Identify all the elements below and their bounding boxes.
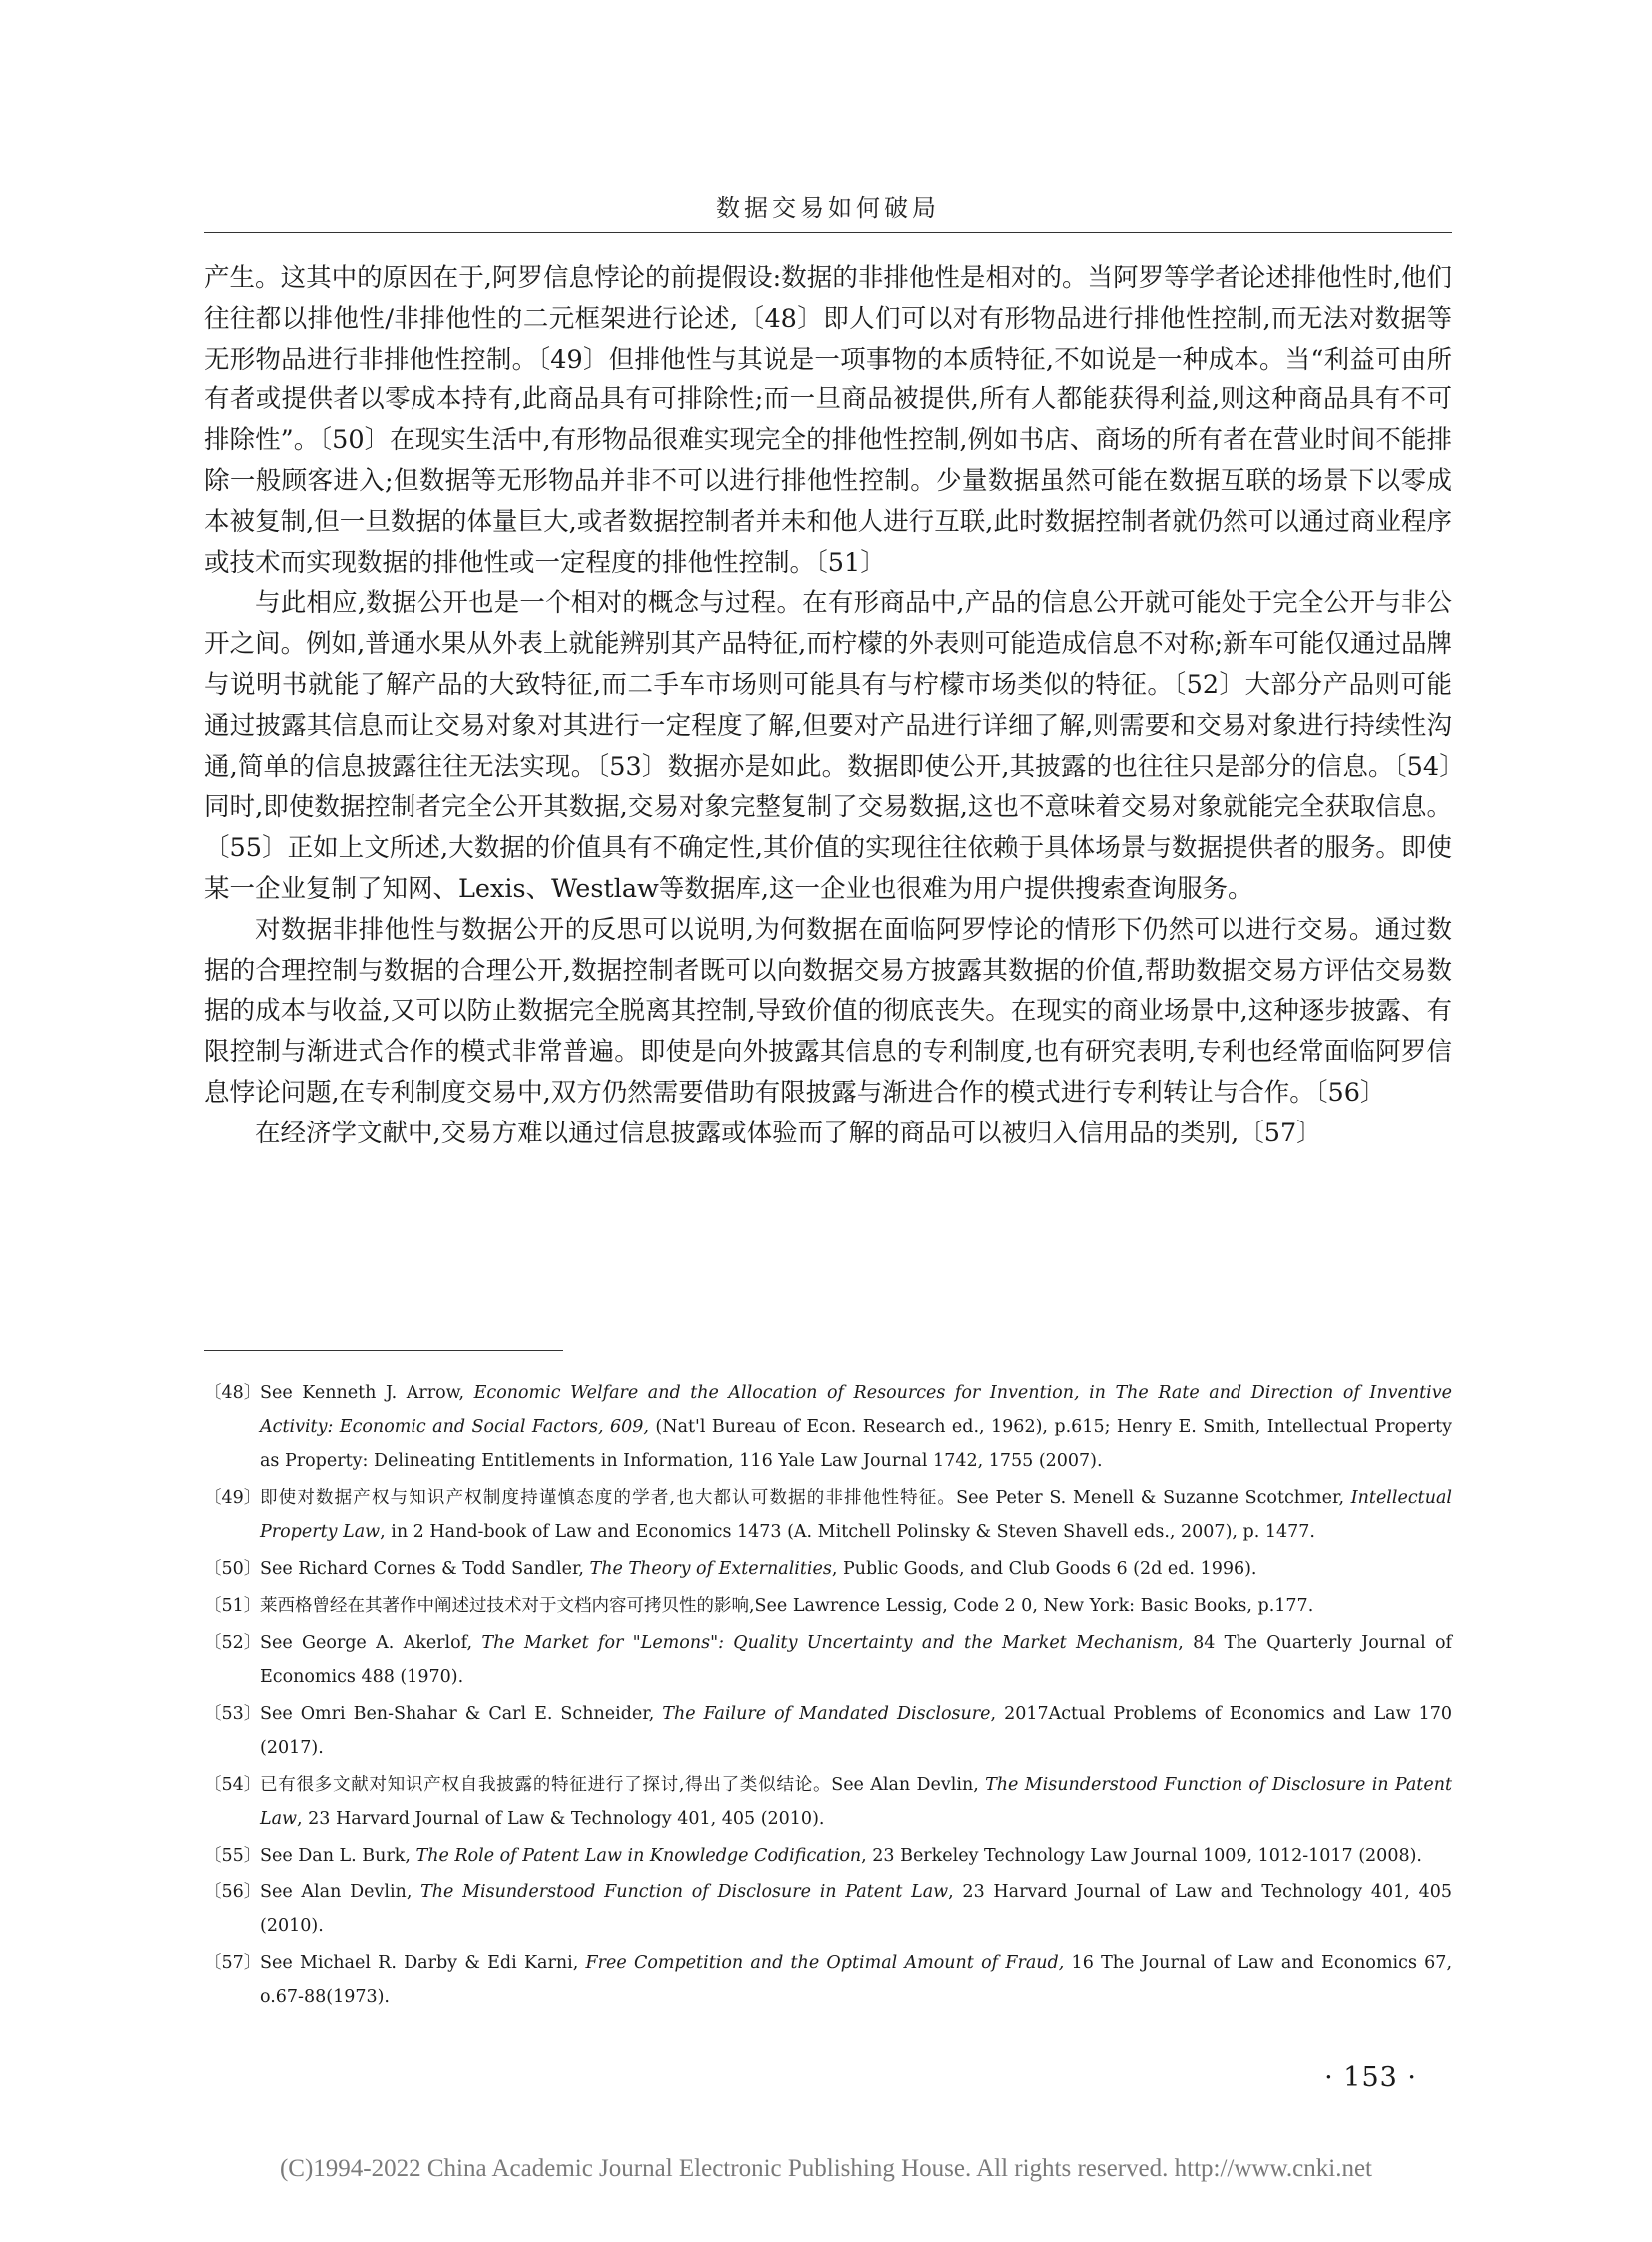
footnote-segment: , 84 The Quarterly Journal of Economics 488 (1970). bbox=[260, 1633, 1452, 1687]
footnote bbox=[204, 1589, 1452, 1623]
footnote-segment: , Public Goods, and Club Goods 6 (2d ed. 1996). bbox=[831, 1559, 1257, 1579]
footnote-text bbox=[260, 1697, 1452, 1765]
footnote-title: The Failure of Mandated Disclosure bbox=[662, 1704, 991, 1724]
footnote bbox=[204, 1875, 1452, 1943]
paragraph: 对数据非排他性与数据公开的反思可以说明,为何数据在面临阿罗悖论的情形下仍然可以进行交易。通过数据的合理控制与数据的合理公开,数据控制者既可以向数据交易方披露其数据的价值,帮助数据交易方评估交易数据的成本与收益,又可以防止数据完全脱离其控制,导致价值的彻底丧失。在现实的商业场景中,这种逐步披露、有限控制与渐进式合作的模式非常普遍。即使是向外披露其信息的专利制度,也有研究表明,专利也经常面临阿罗信息悖论问题,在专利制度交易中,双方仍然需要借助有限披露与渐进合作的模式进行专利转让与合作。〔56〕 bbox=[204, 914, 1452, 1108]
footnote-number: 〔54〕 bbox=[204, 1775, 262, 1795]
footnote-number: 〔55〕 bbox=[204, 1846, 262, 1866]
footnote-segment: 16 The Journal of Law and Economics 67, o.67-88(1973). bbox=[260, 1953, 1453, 2007]
footnote-text bbox=[260, 1552, 1452, 1586]
footnote-segment: , 23 Harvard Journal of Law & Technology 401, 405 (2010). bbox=[297, 1809, 825, 1829]
footnote-number: 〔48〕 bbox=[204, 1383, 262, 1403]
footnote-number: 〔57〕 bbox=[204, 1953, 262, 1973]
footnote-number: 〔53〕 bbox=[204, 1704, 262, 1724]
footnote-segment: 即使对数据产权与知识产权制度持谨慎态度的学者,也大都认可数据的非排他性特征。See Peter S. Menell & Suzanne Scotchmer, bbox=[260, 1488, 1351, 1508]
footnote-segment: , in 2 Hand-book of Law and Economics 1473 (A. Mitchell Polinsky & Steven Shavell eds., 2007), p. 1477. bbox=[380, 1522, 1315, 1542]
footnote-text bbox=[260, 1481, 1452, 1549]
body-text bbox=[204, 258, 1452, 1154]
footnote-text bbox=[260, 1875, 1452, 1943]
footnote-text bbox=[260, 1946, 1452, 2014]
footnote-segment: 莱西格曾经在其著作中阐述过技术对于文档内容可拷贝性的影响,See Lawrence Lessig, Code 2 0, New York: Basic Books, p.177. bbox=[260, 1596, 1314, 1616]
footnote bbox=[204, 1626, 1452, 1694]
page-number: · 153 · bbox=[1324, 2062, 1417, 2093]
footnote-segment: , 2017Actual Problems of Economics and Law 170 (2017). bbox=[260, 1704, 1452, 1758]
footnote-rule bbox=[204, 1350, 563, 1351]
footnote-segment: (Nat'l Bureau of Econ. Research ed., 1962), p.615; Henry E. Smith, Intellectual Property as Property: Delineating Entitlements in Information, 116 Yale Law Journal 1742, 1755 (2007). bbox=[260, 1417, 1452, 1471]
footnote-title: Economic Welfare and the Allocation of Resources for Invention, in The Rate and Direction of Inventive Activity: Economic and Social Factors, 609, bbox=[260, 1383, 1452, 1437]
footnote bbox=[204, 1376, 1452, 1478]
footnote-title: The Role of Patent Law in Knowledge Codification bbox=[415, 1846, 862, 1866]
paragraph: 与此相应,数据公开也是一个相对的概念与过程。在有形商品中,产品的信息公开就可能处于完全公开与非公开之间。例如,普通水果从外表上就能辨别其产品特征,而柠檬的外表则可能造成信息不对称;新车可能仅通过品牌与说明书就能了解产品的大致特征,而二手车市场则可能具有与柠檬市场类似的特征。〔52〕大部分产品则可能通过披露其信息而让交易对象对其进行一定程度了解,但要对产品进行详细了解,则需要和交易对象进行持续性沟通,简单的信息披露往往无法实现。〔53〕数据亦是如此。数据即使公开,其披露的也往往只是部分的信息。〔54〕同时,即使数据控制者完全公开其数据,交易对象完整复制了交易数据,这也不意味着交易对象就能完全获取信息。〔55〕正如上文所述,大数据的价值具有不确定性,其价值的实现往往依赖于具体场景与数据提供者的服务。即使某一企业复制了知网、Lexis、Westlaw等数据库,这一企业也很难为用户提供搜索查询服务。 bbox=[204, 588, 1452, 904]
footnote bbox=[204, 1946, 1452, 2014]
header-rule bbox=[204, 232, 1452, 233]
footnote-number: 〔52〕 bbox=[204, 1633, 262, 1653]
footnote-text bbox=[260, 1376, 1452, 1478]
footnote-title: The Market for "Lemons": Quality Uncertainty and the Market Mechanism bbox=[481, 1633, 1179, 1653]
footnote-segment: See Richard Cornes & Todd Sandler, bbox=[260, 1559, 590, 1579]
footnote bbox=[204, 1697, 1452, 1765]
footnote-segment: 已有很多文献对知识产权自我披露的特征进行了探讨,得出了类似结论。See Alan Devlin, bbox=[260, 1775, 986, 1795]
footnote-segment: See Dan L. Burk, bbox=[260, 1846, 416, 1866]
footnotes bbox=[204, 1376, 1452, 2017]
footnote bbox=[204, 1839, 1452, 1872]
footnote-text bbox=[260, 1589, 1452, 1623]
footnote-segment: See Omri Ben-Shahar & Carl E. Schneider, bbox=[260, 1704, 663, 1724]
footnote-number: 〔56〕 bbox=[204, 1882, 262, 1902]
footnote-segment: See Kenneth J. Arrow, bbox=[260, 1383, 474, 1403]
footnote-segment: See Michael R. Darby & Edi Karni, bbox=[260, 1953, 586, 1973]
footnote-title: Intellectual Property Law bbox=[260, 1488, 1452, 1542]
footnote-text bbox=[260, 1768, 1452, 1836]
footnote-title: Free Competition and the Optimal Amount of Fraud, bbox=[585, 1953, 1065, 1973]
footnote-text bbox=[260, 1839, 1452, 1872]
footnote-title: The Misunderstood Function of Disclosure in Patent Law bbox=[260, 1775, 1452, 1829]
copyright-notice: (C)1994-2022 China Academic Journal Electronic Publishing House. All rights reserved. http://www.cnki.net bbox=[279, 2155, 1373, 2182]
footnote bbox=[204, 1552, 1452, 1586]
footnote bbox=[204, 1768, 1452, 1836]
running-header: 数据交易如何破局 bbox=[716, 194, 940, 222]
footnote-segment: , 23 Harvard Journal of Law and Technology 401, 405 (2010). bbox=[260, 1882, 1452, 1936]
footnote-text bbox=[260, 1626, 1452, 1694]
footnote-segment: See Alan Devlin, bbox=[260, 1882, 421, 1902]
footnote-segment: , 23 Berkeley Technology Law Journal 1009, 1012-1017 (2008). bbox=[861, 1846, 1422, 1866]
paragraph: 产生。这其中的原因在于,阿罗信息悖论的前提假设:数据的非排他性是相对的。当阿罗等学者论述排他性时,他们往往都以排他性/非排他性的二元框架进行论述,〔48〕即人们可以对有形物品进行排他性控制,而无法对数据等无形物品进行非排他性控制。〔49〕但排他性与其说是一项事物的本质特征,不如说是一种成本。当“利益可由所有者或提供者以零成本持有,此商品具有可排除性;而一旦商品被提供,所有人都能获得利益,则这种商品具有不可排除性”。〔50〕在现实生活中,有形物品很难实现完全的排他性控制,例如书店、商场的所有者在营业时间不能排除一般顾客进入;但数据等无形物品并非不可以进行排他性控制。少量数据虽然可能在数据互联的场景下以零成本被复制,但一旦数据的体量巨大,或者数据控制者并未和他人进行互联,此时数据控制者就仍然可以通过商业程序或技术而实现数据的排他性或一定程度的排他性控制。〔51〕 bbox=[204, 263, 1452, 578]
footnote-number: 〔49〕 bbox=[204, 1488, 262, 1508]
footnote-segment: See George A. Akerlof, bbox=[260, 1633, 482, 1653]
footnote-number: 〔51〕 bbox=[204, 1596, 262, 1616]
footnote bbox=[204, 1481, 1452, 1549]
footnote-number: 〔50〕 bbox=[204, 1559, 262, 1579]
footnote-title: The Misunderstood Function of Disclosure in Patent Law bbox=[420, 1882, 949, 1902]
paragraph: 在经济学文献中,交易方难以通过信息披露或体验而了解的商品可以被归入信用品的类别,〔57〕 bbox=[255, 1118, 1322, 1148]
footnote-title: The Theory of Externalities bbox=[589, 1559, 832, 1579]
